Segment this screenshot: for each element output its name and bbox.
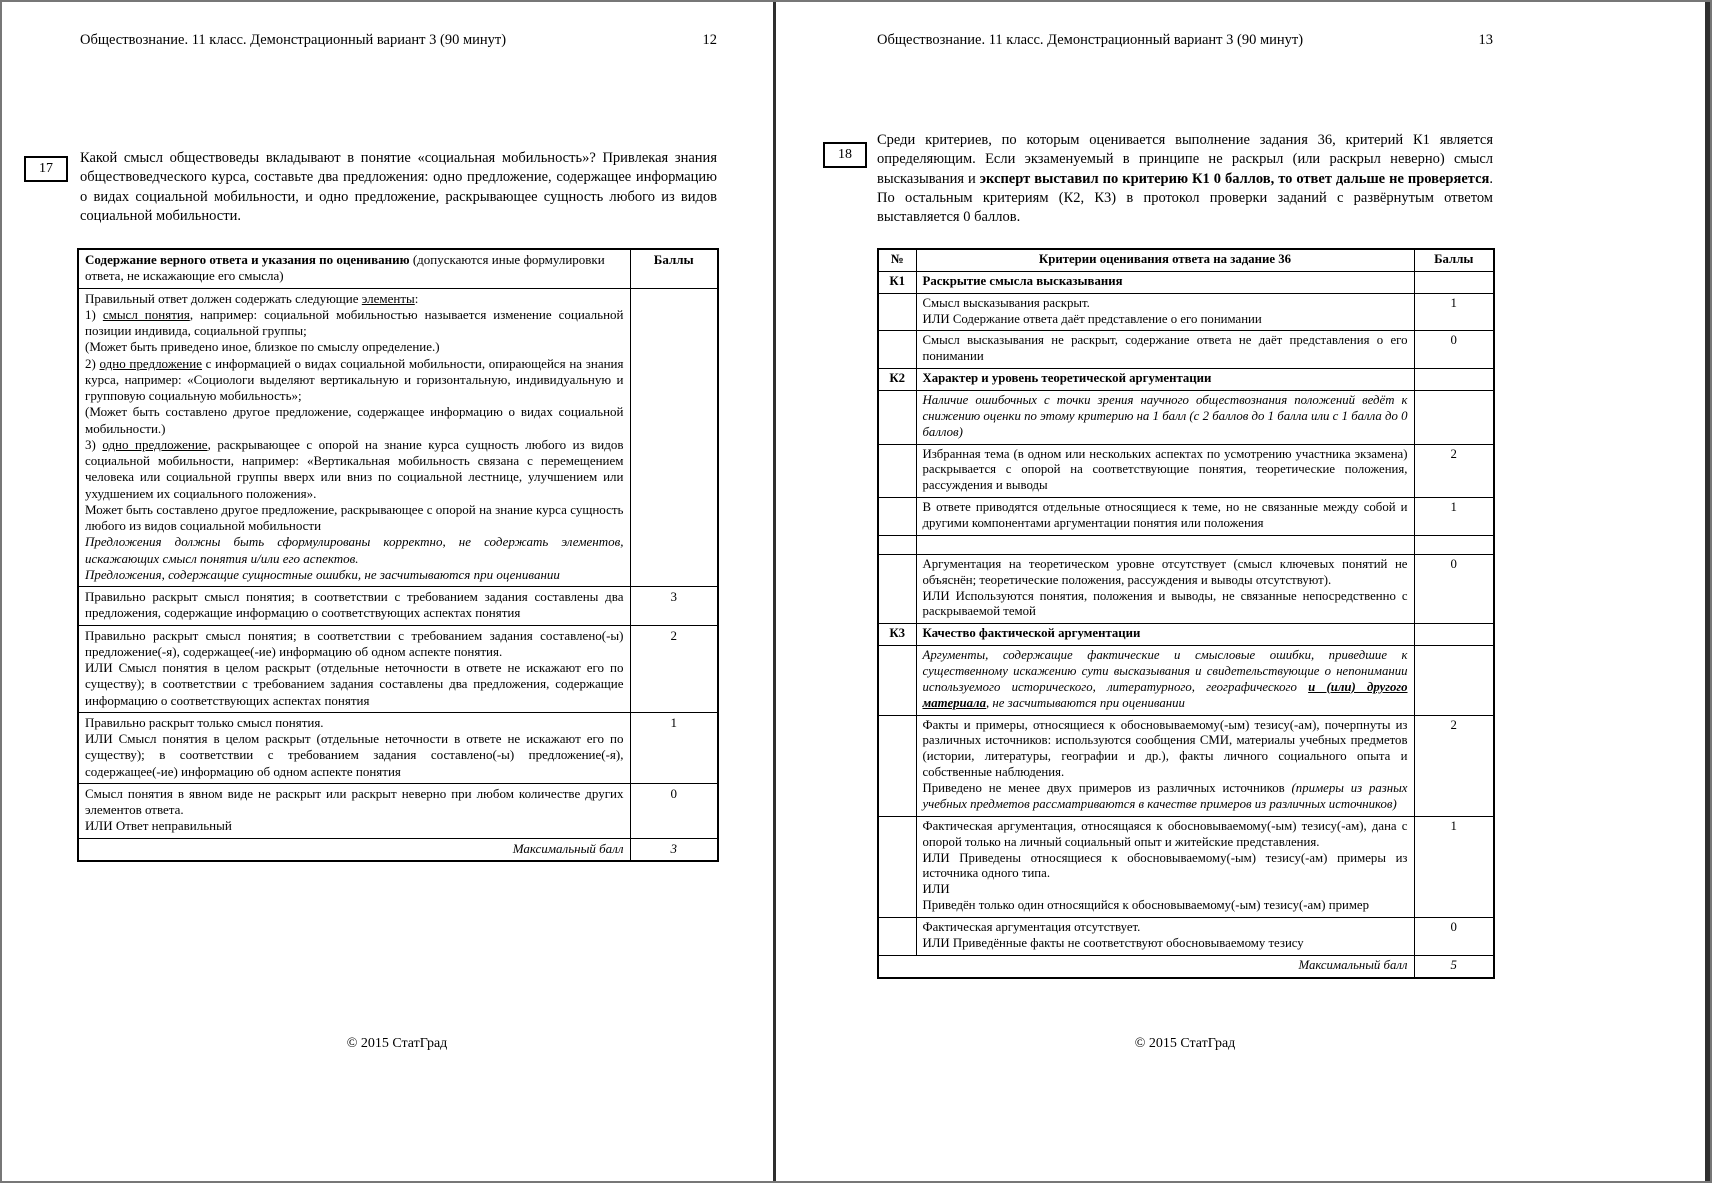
criterion-num-empty <box>878 715 916 816</box>
question-number: 18 <box>838 147 852 162</box>
score-cell: 1 <box>1414 816 1494 917</box>
score-cell: 2 <box>1414 444 1494 498</box>
text-segment: смысл понятия <box>102 306 190 322</box>
score-cell: 2 <box>1414 715 1494 816</box>
criterion-line: Фактическая аргументация отсутствует. <box>922 919 1141 934</box>
criterion-line: Правильно раскрыт смысл понятия; в соответствии с требованием задания составлено(-ы) предложение(-я), содержащее(-ие) информацию об одном аспекте понятия. <box>85 627 624 659</box>
text-segment: . По остальным критериям (К2, К3) в протокол проверки заданий с развёрнутым ответом выставляется 0 баллов. <box>877 170 1493 226</box>
score-cell: 0 <box>1414 331 1494 369</box>
table-header-row <box>78 249 718 288</box>
score-cell: 1 <box>1414 293 1494 331</box>
answer-paragraph <box>85 437 624 502</box>
max-score-row <box>878 955 1494 977</box>
criterion-cell <box>916 816 1414 917</box>
criterion-num-empty <box>878 498 916 536</box>
answer-score-cell <box>630 288 718 587</box>
criterion-num-empty <box>878 293 916 331</box>
criterion-num-empty <box>878 917 916 955</box>
score-row <box>878 498 1494 536</box>
text-segment: Приведено не менее двух примеров из различных источников <box>922 781 1292 796</box>
page-header-right <box>877 32 1493 49</box>
criterion-cell <box>78 712 630 783</box>
table-header-score-cell: Баллы <box>630 249 718 288</box>
score-row <box>878 293 1494 331</box>
criterion-cell <box>916 498 1414 536</box>
criterion-line: В ответе приводятся отдельные относящиеся к теме, но не связанные между собой и другими компонентами аргументации понятия или положения <box>922 500 1408 531</box>
score-row <box>878 715 1494 816</box>
scoring-table-36-wrap <box>877 248 1495 979</box>
score-cell: 0 <box>1414 554 1494 623</box>
score-row <box>78 625 718 712</box>
criterion-note <box>916 646 1414 715</box>
criterion-cell <box>916 917 1414 955</box>
text-segment: 3) <box>85 436 103 452</box>
table-header-num-cell: № <box>878 249 916 271</box>
spacer-row <box>878 535 1494 554</box>
answer-paragraph-note: Предложения, содержащие сущностные ошибки, не засчитываются при оценивании <box>85 566 560 582</box>
criterion-num-empty <box>878 646 916 715</box>
criterion-note-row <box>878 391 1494 445</box>
criterion-cell <box>78 587 630 626</box>
criterion-k2-title-row <box>878 369 1494 391</box>
criterion-line: Смысл высказывания не раскрыт, содержание ответа не даёт представления о его понимании <box>922 333 1408 364</box>
question-number-box-17 <box>24 156 68 182</box>
score-row <box>78 712 718 783</box>
criterion-line: ИЛИ <box>922 882 950 897</box>
spacer-cell <box>916 535 1414 554</box>
text-segment: (допускаются иные формулировки ответа, не искажающие его смысла) <box>85 252 605 284</box>
criterion-cell <box>916 715 1414 816</box>
criterion-cell <box>916 331 1414 369</box>
score-cell: 1 <box>1414 498 1494 536</box>
score-cell-empty <box>1414 391 1494 445</box>
text-segment: , не засчитываются при оценивании <box>986 695 1185 710</box>
header-title: Обществознание. 11 класс. Демонстрационный вариант 3 (90 минут) <box>80 32 507 48</box>
criterion-line: Правильно раскрыт только смысл понятия. <box>85 714 324 730</box>
criterion-line: Правильно раскрыт смысл понятия; в соответствии с требованием задания составлены два предложения, содержащие информацию о соответствующих аспектах понятия <box>85 589 624 621</box>
score-cell-empty <box>1414 646 1494 715</box>
text-segment: , раскрывающее с опорой на знание курса сущность любого из видов социальной мобильности, например: «Вертикальная мобильность связана с перемещением человека или социальной группы вверх или вниз по социальной лестнице, улучшением или ухудшением их социального положения». <box>85 436 624 501</box>
text-segment: 2) <box>85 355 100 371</box>
text-segment: : <box>414 290 419 306</box>
answer-content-cell <box>78 288 630 587</box>
criterion-num-empty <box>878 816 916 917</box>
answer-paragraph <box>85 307 624 340</box>
criterion-note-row <box>878 646 1494 715</box>
question-18-intro <box>877 131 1493 227</box>
page-number: 13 <box>1478 32 1493 48</box>
criterion-line: Смысл высказывания раскрыт. <box>922 295 1090 310</box>
criterion-line: Приведён только один относящийся к обосновываемому(-ым) тезису(-ам) пример <box>922 898 1369 913</box>
max-score-label: Максимальный балл <box>878 955 1414 977</box>
scoring-table-17-wrap <box>77 248 719 862</box>
score-cell-empty <box>1414 369 1494 391</box>
page-footer-left: © 2015 СтатГрад <box>346 1036 448 1051</box>
criterion-line: ИЛИ Приведённые факты не соответствуют обосновываемому тезису <box>922 935 1304 950</box>
answer-paragraph <box>85 291 624 307</box>
score-cell-empty <box>1414 624 1494 646</box>
score-cell-empty <box>1414 271 1494 293</box>
answer-paragraph <box>85 356 624 405</box>
criterion-line: ИЛИ Ответ неправильный <box>85 818 232 834</box>
text-segment: Содержание верного ответа и указания по оцениванию <box>85 252 410 267</box>
criterion-num-empty <box>878 554 916 623</box>
criterion-note: Наличие ошибочных с точки зрения научного обществознания положений ведёт к снижению оценки по этому критерию на 1 балл (с 2 баллов до 1 балла или с 1 балла до 0 баллов) <box>916 391 1414 445</box>
criterion-line: ИЛИ Приведены относящиеся к обосновываемому(-ым) тезису(-ам) примеры из источника одного типа. <box>922 850 1408 881</box>
criterion-k3-title-row <box>878 624 1494 646</box>
scan-right-edge <box>1705 2 1710 1181</box>
criterion-cell <box>916 444 1414 498</box>
page-footer-right: © 2015 СтатГрад <box>1134 1036 1236 1051</box>
criterion-num: К1 <box>878 271 916 293</box>
criterion-line: ИЛИ Содержание ответа даёт представление о его понимании <box>922 311 1262 326</box>
spacer-cell <box>878 535 916 554</box>
score-cell: 3 <box>630 587 718 626</box>
score-row <box>878 444 1494 498</box>
text-segment: эксперт выставил по критерию К1 0 баллов, то ответ дальше не проверяется <box>979 170 1490 187</box>
question-number-box-18 <box>823 142 867 168</box>
score-row <box>78 587 718 626</box>
criterion-line: Фактическая аргументация, относящаяся к обосновываемому(-ым) тезису(-ам), дана с опорой только на личный социальный опыт и житейские представления. <box>922 818 1408 849</box>
text-segment: Аргументы, содержащие фактические и смысловые ошибки, приведшие к существенному искажению сути высказывания и свидетельствующие о непонимании используемого исторического, литературного, географического <box>922 648 1408 694</box>
criterion-title: Раскрытие смысла высказывания <box>916 271 1414 293</box>
table-header-row <box>878 249 1494 271</box>
answer-paragraph-note: Предложения должны быть сформулированы корректно, не содержать элементов, искажающих смысл понятия и/или его аспектов. <box>85 534 624 566</box>
score-row <box>878 816 1494 917</box>
page-number: 12 <box>702 32 717 48</box>
criterion-num: К3 <box>878 624 916 646</box>
text-segment: и (или) другого материала <box>922 679 1408 710</box>
criterion-cell <box>78 625 630 712</box>
text-segment: одно предложение <box>102 436 208 452</box>
criterion-num-empty <box>878 391 916 445</box>
max-score-row <box>78 838 718 861</box>
page-divider <box>773 2 776 1181</box>
score-row <box>878 917 1494 955</box>
scoring-table-36 <box>877 248 1495 979</box>
text-segment: (примеры из разных учебных предметов рассматриваются в качестве примеров из различных источников) <box>922 781 1408 811</box>
criterion-line: Факты и примеры, относящиеся к обосновываемому(-ым) тезису(-ам), почерпнуты из различных источников: используются сообщения СМИ, материалы учебных предметов (истории, литературы, географии и др.), факты личного социального опыта и собственные наблюдения. <box>922 717 1408 780</box>
score-row <box>878 331 1494 369</box>
score-cell: 0 <box>630 783 718 838</box>
criterion-title: Характер и уровень теоретической аргументации <box>916 369 1414 391</box>
question-number: 17 <box>39 161 53 176</box>
max-score-label: Максимальный балл <box>78 838 630 861</box>
criterion-line: ИЛИ Смысл понятия в целом раскрыт (отдельные неточности в ответе не искажают его по существу); в соответствии с требованием задания составлены два предложения, содержащие информацию о соответствующих аспектах понятия <box>85 660 624 708</box>
question-17-text: Какой смысл обществоведы вкладывают в понятие «социальная мобильность»? Привлекая знания обществоведческого курса, составьте два предложения: одно предложение, содержащее информацию о видах социальной мобильности, и одно предложение, раскрывающее сущность любого из видов социальной мобильности. <box>80 150 717 224</box>
table-header-score-cell: Баллы <box>1414 249 1494 271</box>
criterion-cell <box>916 554 1414 623</box>
text-segment: 1) <box>85 306 103 322</box>
spacer-cell <box>1414 535 1494 554</box>
answer-paragraph: Может быть составлено другое предложение, раскрывающее с опорой на знание курса сущность любого из видов социальной мобильности <box>85 501 624 533</box>
table-header-criteria-cell: Критерии оценивания ответа на задание 36 <box>916 249 1414 271</box>
score-cell: 1 <box>630 712 718 783</box>
criterion-line: Аргументация на теоретическом уровне отсутствует (смысл ключевых понятий не объяснён; теоретические положения, рассуждения и выводы отсутствуют). <box>922 556 1408 587</box>
criterion-k1-title-row <box>878 271 1494 293</box>
scoring-table-17 <box>77 248 719 862</box>
criterion-num-empty <box>878 331 916 369</box>
text-segment: с информацией о видах социальной мобильности, опирающейся на знания курса, например: «Социологи выделяют вертикальную и горизонтальную, индивидуальную и групповую социальную мобильность»; <box>85 355 624 403</box>
text-segment: одно предложение <box>99 355 202 371</box>
score-row <box>78 783 718 838</box>
criterion-cell <box>78 783 630 838</box>
criterion-cell <box>916 293 1414 331</box>
answer-content-row <box>78 288 718 587</box>
criterion-line: ИЛИ Используются понятия, положения и выводы, не связанные непосредственно с раскрываемой темой <box>922 588 1408 619</box>
answer-paragraph: (Может быть составлено другое предложение, содержащее информацию о видах социальной мобильности.) <box>85 404 624 436</box>
text-segment: Среди критериев, по которым оценивается выполнение задания 36, критерий К1 является определяющим. Если экзаменуемый в принципе не раскрыл (или раскрыл неверно) смысл высказывания и <box>877 132 1493 187</box>
answer-paragraph: (Может быть приведено иное, близкое по смыслу определение.) <box>85 339 440 355</box>
criterion-line: Избранная тема (в одном или нескольких аспектах по усмотрению участника экзамена) раскрывается с опорой на соответствующие понятия, теоретические положения, рассуждения и выводы <box>922 446 1408 493</box>
page-13 <box>776 2 1707 1181</box>
page-12 <box>2 2 773 1181</box>
table-header-content-cell <box>78 249 630 288</box>
criterion-num-empty <box>878 444 916 498</box>
max-score-value: 3 <box>630 838 718 861</box>
page-header-left <box>80 32 717 49</box>
score-row <box>878 554 1494 623</box>
criterion-num: К2 <box>878 369 916 391</box>
text-segment: элементы <box>361 290 415 306</box>
header-title: Обществознание. 11 класс. Демонстрационный вариант 3 (90 минут) <box>877 32 1304 48</box>
score-cell: 2 <box>630 625 718 712</box>
criterion-line: Смысл понятия в явном виде не раскрыт или раскрыт неверно при любом количестве других элементов ответа. <box>85 785 624 817</box>
criterion-line <box>923 781 1408 813</box>
criterion-title: Качество фактической аргументации <box>916 624 1414 646</box>
text-segment: Правильный ответ должен содержать следующие <box>85 290 362 306</box>
criterion-line: ИЛИ Смысл понятия в целом раскрыт (отдельные неточности в ответе не искажают его по существу); в соответствии с требованием задания составлено(-ы) предложение(-я), содержащее(-ие) информацию об одном аспекте понятия <box>85 731 624 779</box>
text-segment: , например: социальной мобильностью называется изменение социальной позиции индивида, социальной группы; <box>85 306 624 338</box>
score-cell: 0 <box>1414 917 1494 955</box>
max-score-value: 5 <box>1414 955 1494 977</box>
